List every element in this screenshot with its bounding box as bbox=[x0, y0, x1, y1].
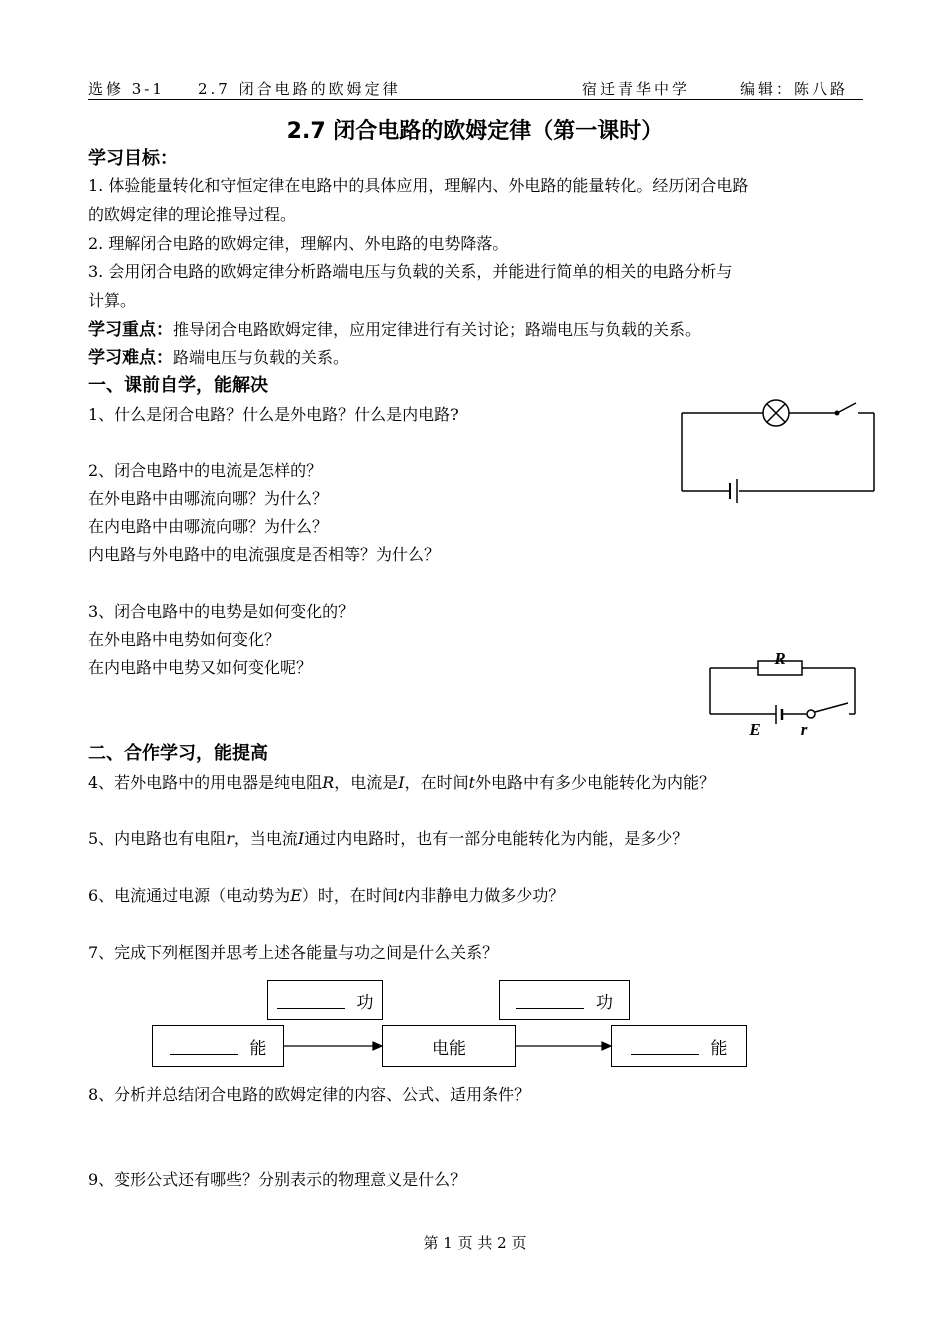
question-1: 1、什么是闭合电路？什么是外电路？什么是内电路? bbox=[88, 405, 459, 424]
flow-box-top-right: 功 bbox=[499, 980, 630, 1020]
key-points-label: 学习重点： bbox=[88, 320, 173, 340]
difficulties bbox=[88, 343, 349, 368]
arrow-right-icon bbox=[602, 1042, 611, 1050]
objective-line-5: 计算。 bbox=[88, 291, 137, 310]
difficulties-text: 路端电压与负载的关系。 bbox=[173, 348, 350, 367]
switch-icon bbox=[839, 403, 856, 412]
label-R: R bbox=[774, 649, 786, 668]
question-6: 6、电流通过电源（电动势为E）时，在时间t内非静电力做多少功？ bbox=[88, 886, 565, 905]
question-5: 5、内电路也有电阻r，当电流I通过内电路时，也有一部分电能转化为内能，是多少？ bbox=[88, 829, 689, 848]
circuit-diagram-resistor bbox=[700, 645, 865, 740]
header-school: 宿迁青华中学 bbox=[582, 80, 691, 98]
objective-line-4: 3. 会用闭合电路的欧姆定律分析路端电压与负载的关系，并能进行简单的相关的电路分析与 bbox=[88, 262, 733, 281]
question-9: 9、变形公式还有哪些？分别表示的物理意义是什么？ bbox=[88, 1170, 467, 1189]
section1-heading: 一、课前自学，能解决 bbox=[88, 375, 268, 396]
page-title: 2.7 闭合电路的欧姆定律（第一课时） bbox=[286, 119, 664, 144]
blank-field bbox=[277, 992, 345, 1009]
page-footer: 第 1 页 共 2 页 bbox=[423, 1234, 527, 1252]
question-4: 4、若外电路中的用电器是纯电阻R，电流是I，在时间t外电路中有多少电能转化为内能？ bbox=[88, 773, 716, 792]
key-points bbox=[88, 315, 701, 340]
objective-line-2: 的欧姆定律的理论推导过程。 bbox=[88, 205, 297, 224]
question-2: 2、闭合电路中的电流是怎样的？ bbox=[88, 461, 323, 480]
blank-field bbox=[516, 992, 584, 1009]
section2-heading: 二、合作学习，能提高 bbox=[88, 743, 268, 764]
question-3: 3、闭合电路中的电势是如何变化的？ bbox=[88, 602, 355, 621]
arrow-right-icon bbox=[373, 1042, 382, 1050]
question-3a: 在外电路中电势如何变化？ bbox=[88, 630, 281, 649]
objectives-heading: 学习目标： bbox=[88, 148, 178, 169]
flow-box-center: 电能 bbox=[382, 1025, 516, 1067]
blank-field bbox=[631, 1038, 699, 1055]
flow-box-right: 能 bbox=[611, 1025, 747, 1067]
header-editor: 编辑：陈八路 bbox=[740, 80, 849, 98]
question-2a: 在外电路中由哪流向哪？为什么？ bbox=[88, 489, 329, 508]
label-E: E bbox=[749, 720, 761, 739]
difficulties-label: 学习难点： bbox=[88, 348, 173, 368]
question-2c: 内电路与外电路中的电流强度是否相等？为什么？ bbox=[88, 545, 441, 564]
circuit-diagram-lamp bbox=[670, 395, 885, 505]
question-7: 7、完成下列框图并思考上述各能量与功之间是什么关系？ bbox=[88, 943, 499, 962]
question-3b: 在内电路中电势又如何变化呢？ bbox=[88, 658, 313, 677]
switch-icon bbox=[807, 710, 815, 718]
label-r: r bbox=[800, 720, 808, 739]
flow-box-left: 能 bbox=[152, 1025, 284, 1067]
objective-line-1: 1. 体验能量转化和守恒定律在电路中的具体应用，理解内、外电路的能量转化。经历闭合电路 bbox=[88, 176, 749, 195]
header-rule bbox=[88, 99, 863, 100]
question-2b: 在内电路中由哪流向哪？为什么？ bbox=[88, 517, 329, 536]
flow-arrows bbox=[284, 1036, 614, 1056]
flow-box-top-left: 功 bbox=[267, 980, 383, 1020]
blank-field bbox=[170, 1038, 238, 1055]
objective-line-3: 2. 理解闭合电路的欧姆定律，理解内、外电路的电势降落。 bbox=[88, 234, 509, 253]
header-course: 选修 3-1 bbox=[88, 80, 165, 98]
key-points-text: 推导闭合电路欧姆定律，应用定律进行有关讨论；路端电压与负载的关系。 bbox=[173, 320, 702, 339]
header-section: 2.7 闭合电路的欧姆定律 bbox=[198, 80, 401, 98]
question-8: 8、分析并总结闭合电路的欧姆定律的内容、公式、适用条件？ bbox=[88, 1085, 531, 1104]
